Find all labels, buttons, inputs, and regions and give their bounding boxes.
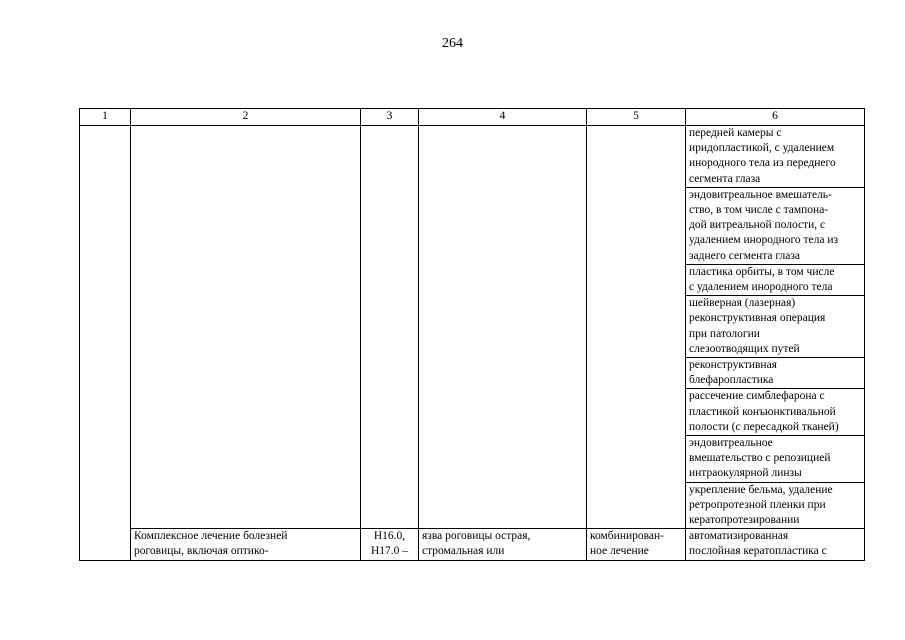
procedure-line: инородного тела из переднего (689, 157, 836, 170)
procedure-line: эндовитреальное вмешатель- (689, 188, 832, 201)
procedure-line: заднего сегмента глаза (689, 249, 801, 262)
procedure-cell (686, 358, 865, 389)
procedure-line: блефаропластика (689, 374, 774, 387)
treatment-name-line: роговицы, включая оптико- (134, 545, 269, 558)
procedure-line: слезоотводящих путей (689, 342, 800, 355)
procedure-cell (686, 436, 865, 483)
treatment-name-cell (131, 529, 361, 560)
treatment-type-line: ное лечение (590, 545, 649, 558)
column-header-6: 6 (686, 109, 865, 126)
procedure-cell (686, 264, 865, 295)
procedure-line: укрепление бельма, удаление (689, 483, 833, 496)
diagnosis-cell (419, 529, 587, 560)
procedure-line: иридопластикой, с удалением (689, 142, 835, 155)
treatment-type-line: комбинирован- (590, 530, 664, 543)
diagnosis-line: стромальная или (422, 545, 505, 558)
column-header-2: 2 (131, 109, 361, 126)
procedure-line: реконструктивная (689, 359, 777, 372)
procedure-line: ство, в том числе с тампона- (689, 204, 829, 217)
procedure-line: эндовитреальное (689, 437, 773, 450)
column-3-cell (361, 126, 419, 529)
icd-code-line: H17.0 – (370, 545, 409, 558)
table-row (80, 126, 865, 188)
procedure-line: полости (с пересадкой тканей) (689, 420, 839, 433)
procedure-cell (686, 187, 865, 264)
procedure-line: рассечение симблефарона с (689, 390, 825, 403)
procedure-cell (686, 296, 865, 358)
procedure-line: пластика орбиты, в том числе (689, 265, 835, 278)
procedure-line: пластикой конъюнктивальной (689, 405, 836, 418)
procedure-cell (686, 529, 865, 560)
column-4-cell (419, 126, 587, 529)
column-header-5: 5 (587, 109, 686, 126)
treatment-type-cell (587, 529, 686, 560)
treatment-name-line: Комплексное лечение болезней (134, 530, 288, 543)
column-2-cell (131, 126, 361, 529)
icd-code-line: H16.0, (373, 530, 406, 543)
column-header-1: 1 (80, 109, 131, 126)
procedure-line: удалением инородного тела из (689, 234, 839, 247)
table-row (80, 529, 865, 560)
procedure-line: сегмента глаза (689, 172, 761, 185)
procedure-line: интраокулярной линзы (689, 467, 802, 480)
diagnosis-line: язва роговицы острая, (422, 530, 531, 543)
procedure-line: кератопротезировании (689, 514, 800, 527)
procedure-line: послойная кератопластика с (689, 545, 827, 558)
procedure-line: с удалением инородного тела (689, 281, 833, 294)
page-number: 264 (442, 36, 463, 51)
procedure-cell (686, 482, 865, 529)
column-header-3: 3 (361, 109, 419, 126)
table-header-row (80, 109, 865, 126)
procedure-cell (686, 126, 865, 188)
procedure-line: вмешательство с репозицией (689, 452, 831, 465)
treatment-table (79, 108, 865, 561)
procedure-line: при патологии (689, 327, 760, 340)
icd-code-cell (361, 529, 419, 560)
column-5-cell (587, 126, 686, 529)
procedure-line: автоматизированная (689, 530, 789, 543)
column-1-cell (80, 126, 131, 561)
procedure-line: шейверная (лазерная) (689, 297, 796, 310)
column-header-4: 4 (419, 109, 587, 126)
procedure-cell (686, 389, 865, 436)
procedure-line: передней камеры с (689, 127, 782, 139)
procedure-line: ретропротезной пленки при (689, 498, 826, 511)
procedure-line: дой витреальной полости, с (689, 219, 826, 232)
procedure-line: реконструктивная операция (689, 312, 826, 325)
